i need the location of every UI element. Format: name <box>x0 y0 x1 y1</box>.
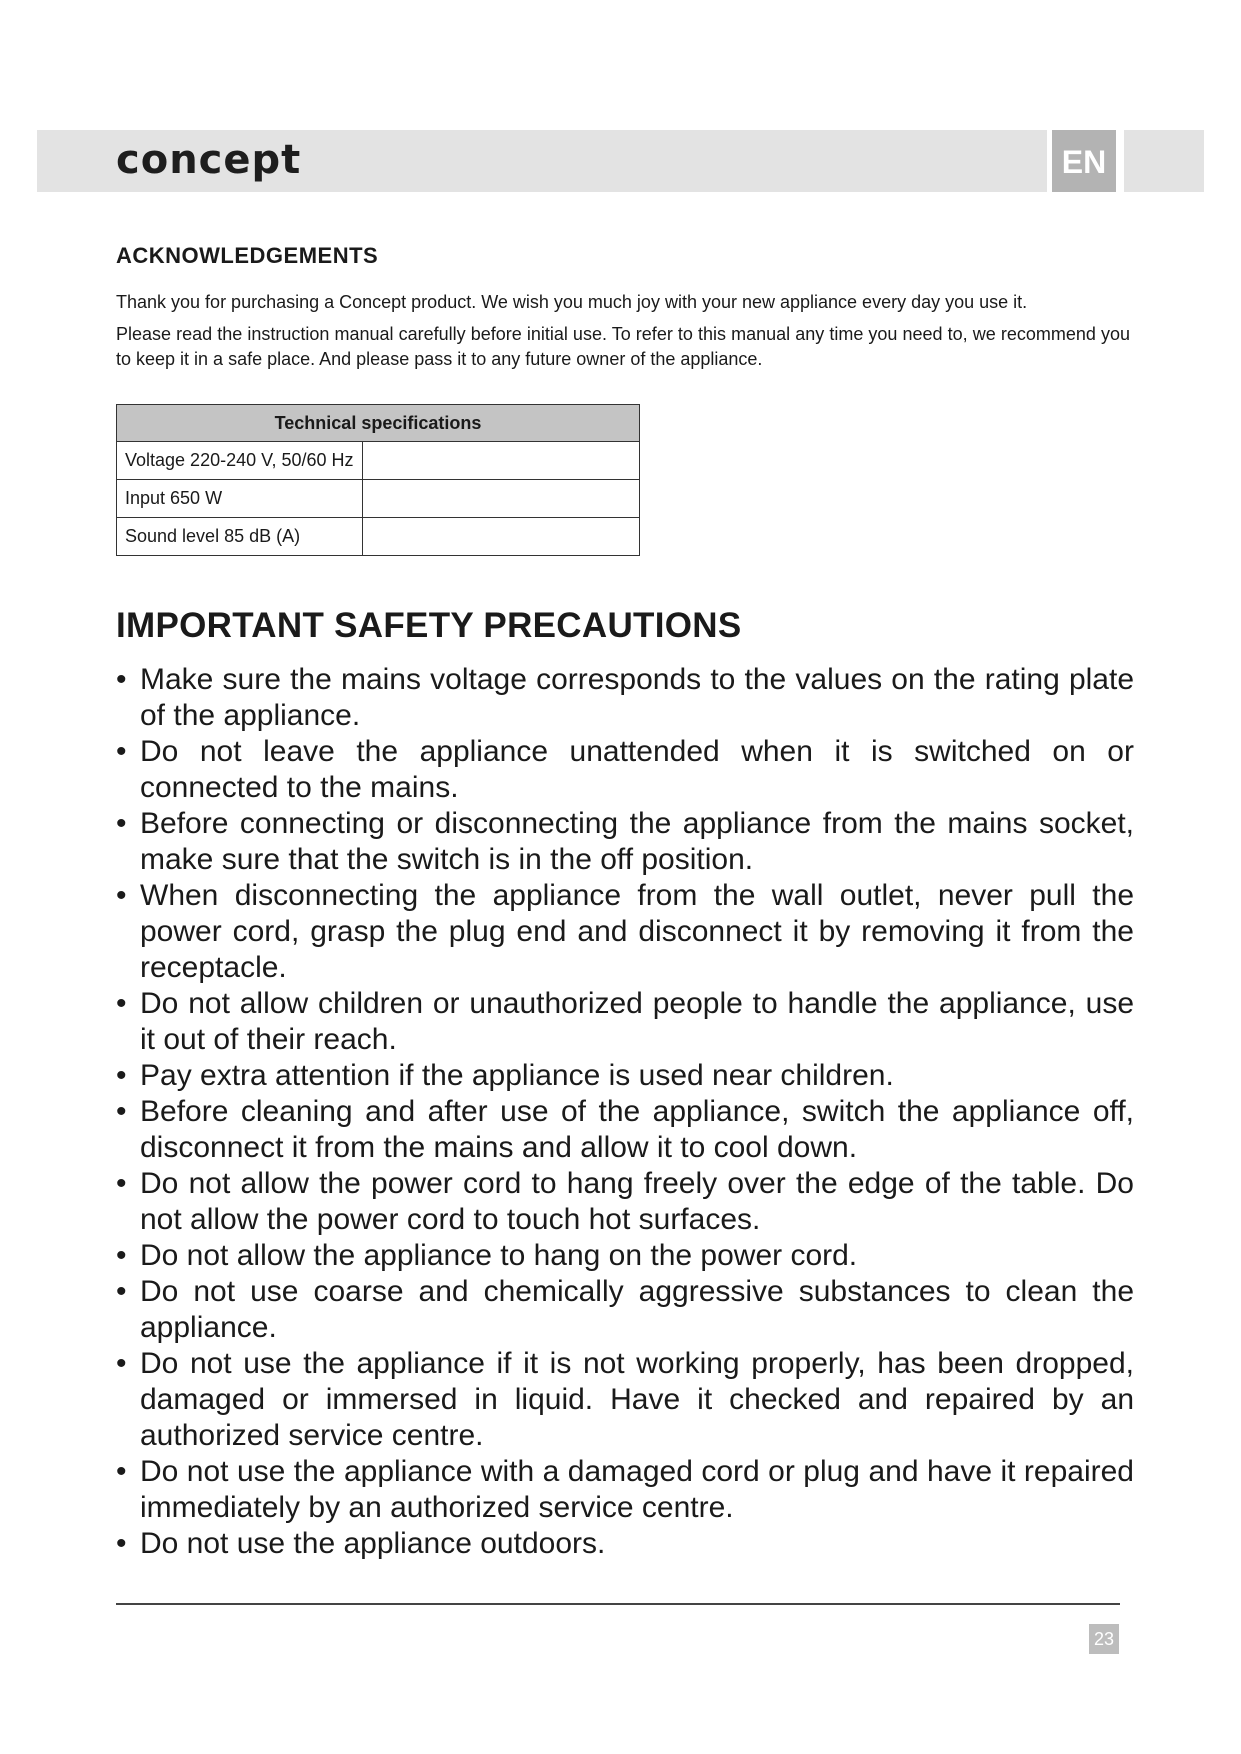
list-item-text: Do not use coarse and chemically aggressive substances to clean the appliance. <box>140 1275 1134 1344</box>
list-item-text: Pay extra attention if the appliance is used near children. <box>140 1059 894 1092</box>
bullet-icon: • <box>116 807 127 840</box>
list-item <box>116 1238 1134 1274</box>
list-item <box>116 734 1134 806</box>
table-row <box>117 518 640 556</box>
bullet-icon: • <box>116 987 127 1020</box>
bullet-icon: • <box>116 879 127 912</box>
bullet-icon: • <box>116 1455 127 1488</box>
safety-precautions-list <box>116 662 1134 1562</box>
list-item-text: Before cleaning and after use of the appliance, switch the appliance off, disconnect it from the mains and allow it to cool down. <box>140 1095 1134 1164</box>
page-number: 23 <box>1089 1624 1119 1654</box>
acknowledgements-title: ACKNOWLEDGEMENTS <box>116 243 379 268</box>
table-cell-empty <box>362 442 639 480</box>
language-badge: EN <box>1052 130 1116 192</box>
acknowledgements-paragraph-2: Please read the instruction manual carefully before initial use. To refer to this manual any time you need to, we recommend you to keep it in a safe place. And please pass it to any future owner of the appliance. <box>116 324 1130 369</box>
bullet-icon: • <box>116 1239 127 1272</box>
list-item-text: Do not leave the appliance unattended when it is switched on or connected to the mains. <box>140 735 1134 804</box>
bullet-icon: • <box>116 1347 127 1380</box>
table-cell-empty <box>362 518 639 556</box>
bullet-icon: • <box>116 663 127 696</box>
brand-logo: concept <box>116 137 302 183</box>
spec-input: Input 650 W <box>117 480 363 518</box>
list-item <box>116 1454 1134 1526</box>
list-item <box>116 662 1134 734</box>
technical-specifications-table <box>116 404 640 556</box>
list-item-text: Do not allow the power cord to hang freely over the edge of the table. Do not allow the power cord to touch hot surfaces. <box>140 1167 1134 1236</box>
list-item-text: Do not allow children or unauthorized people to handle the appliance, use it out of their reach. <box>140 987 1134 1056</box>
list-item-text: Do not use the appliance outdoors. <box>140 1527 606 1560</box>
footer-divider <box>116 1603 1120 1605</box>
list-item <box>116 1526 1134 1562</box>
list-item <box>116 806 1134 878</box>
header-band-end <box>1124 130 1204 192</box>
spec-sound-level: Sound level 85 dB (A) <box>117 518 363 556</box>
table-row <box>117 442 640 480</box>
table-cell-empty <box>362 480 639 518</box>
list-item <box>116 986 1134 1058</box>
list-item <box>116 1274 1134 1346</box>
bullet-icon: • <box>116 1275 127 1308</box>
table-header-row <box>117 405 640 442</box>
bullet-icon: • <box>116 1059 127 1092</box>
table-header: Technical specifications <box>117 405 640 442</box>
bullet-icon: • <box>116 1095 127 1128</box>
safety-title: IMPORTANT SAFETY PRECAUTIONS <box>116 606 742 645</box>
bullet-icon: • <box>116 1527 127 1560</box>
spec-voltage: Voltage 220-240 V, 50/60 Hz <box>117 442 363 480</box>
list-item-text: Do not use the appliance if it is not working properly, has been dropped, damaged or immersed in liquid. Have it checked and repaired by an authorized service centre. <box>140 1347 1134 1452</box>
list-item <box>116 1058 1134 1094</box>
bullet-icon: • <box>116 1167 127 1200</box>
table-row <box>117 480 640 518</box>
list-item <box>116 1094 1134 1166</box>
list-item-text: Make sure the mains voltage corresponds to the values on the rating plate of the appliance. <box>140 663 1134 732</box>
list-item <box>116 1166 1134 1238</box>
list-item <box>116 1346 1134 1454</box>
list-item-text: Do not allow the appliance to hang on the power cord. <box>140 1239 858 1272</box>
list-item-text: Do not use the appliance with a damaged cord or plug and have it repaired immediately by an authorized service centre. <box>140 1455 1134 1524</box>
list-item <box>116 878 1134 986</box>
list-item-text: When disconnecting the appliance from the wall outlet, never pull the power cord, grasp the plug end and disconnect it by removing it from the receptacle. <box>140 879 1134 984</box>
acknowledgements-paragraph-1: Thank you for purchasing a Concept product. We wish you much joy with your new appliance every day you use it. <box>116 292 1028 312</box>
bullet-icon: • <box>116 735 127 768</box>
list-item-text: Before connecting or disconnecting the appliance from the mains socket, make sure that the switch is in the off position. <box>140 807 1134 876</box>
